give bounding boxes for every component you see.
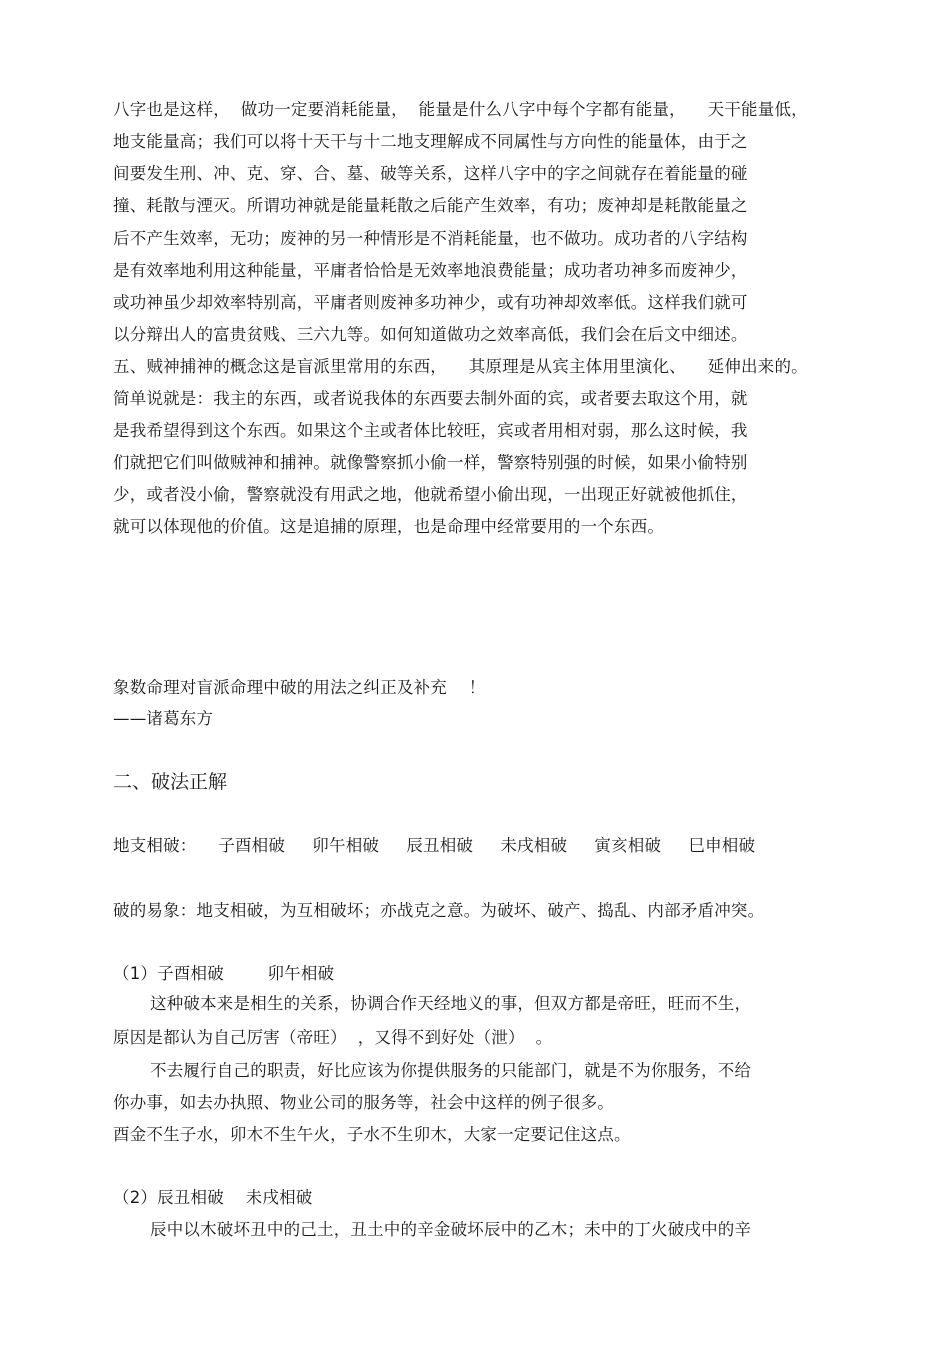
- paragraph-line: 是有效率地利用这种能量，平庸者恰恰是无效率地浪费能量；成功者功神多而废神少，: [113, 261, 748, 280]
- item1-line: 原因是都认为自己厉害（帝旺） ，又得不到好处（泄） 。: [113, 1028, 553, 1047]
- item1-line: 这种破本来是相生的关系，协调合作天经地义的事，但双方都是帝旺，旺而不生，: [150, 994, 752, 1013]
- paragraph-line: 以分辩出人的富贵贫贱、三六九等。如何知道做功之效率高低，我们会在后文中细述。: [113, 325, 748, 344]
- paragraph-line: 是我希望得到这个东西。如果这个主或者体比较旺，宾或者用相对弱，那么这时候，我: [113, 421, 748, 440]
- paragraph-line: 就可以体现他的价值。这是追捕的原理，也是命理中经常要用的一个东西。: [113, 517, 665, 536]
- item1-line: 你办事，如去办执照、物业公司的服务等，社会中这样的例子很多。: [113, 1093, 614, 1112]
- paragraph-line: 简单说就是：我主的东西，或者说我体的东西要去制外面的宾，或者要去取这个用，就: [113, 389, 748, 408]
- dizhi-xiangpo-line: 地支相破： 子酉相破 卯午相破 辰丑相破 未戌相破 寅亥相破 巳申相破: [113, 836, 756, 855]
- paragraph-line: 撞、耗散与湮灭。所谓功神就是能量耗散之后能产生效率，有功；废神却是耗散能量之: [113, 196, 748, 215]
- article-title: 象数命理对盲派命理中破的用法之纠正及补充 ！: [113, 678, 486, 697]
- item2-line: 辰中以木破坏丑中的己土，丑土中的辛金破坏辰中的乙木；未中的丁火破戌中的辛: [150, 1220, 752, 1239]
- item1-line: 酉金不生子水，卯木不生午火，子水不生卯木，大家一定要记住这点。: [113, 1125, 631, 1144]
- po-yixiang-line: 破的易象：地支相破，为互相破坏；亦战克之意。为破坏、破产、捣乱、内部矛盾冲突。: [113, 901, 765, 920]
- paragraph-line: 间要发生刑、冲、克、穿、合、墓、破等关系，这样八字中的字之间就存在着能量的碰: [113, 164, 748, 183]
- paragraph-line: 后不产生效率，无功；废神的另一种情形是不消耗能量，也不做功。成功者的八字结构: [113, 229, 748, 248]
- section-heading: 二、破法正解: [113, 771, 228, 793]
- item2-heading: （2）辰丑相破 未戌相破: [113, 1188, 313, 1207]
- paragraph-line: 五、贼神捕神的概念这是盲派里常用的东西， 其原理是从宾主体用里演化、 延伸出来的。: [113, 357, 808, 376]
- paragraph-line: 们就把它们叫做贼神和捕神。就像警察抓小偷一样，警察特别强的时候，如果小偷特别: [113, 453, 748, 472]
- paragraph-line: 地支能量高；我们可以将十天干与十二地支理解成不同属性与方向性的能量体，由于之: [113, 132, 748, 151]
- paragraph-line: 少，或者没小偷，警察就没有用武之地，他就希望小偷出现，一出现正好就被他抓住，: [113, 485, 748, 504]
- article-author: ——诸葛东方: [113, 709, 214, 728]
- paragraph-line: 或功神虽少却效率特别高，平庸者则废神多功神少，或有功神却效率低。这样我们就可: [113, 293, 748, 312]
- item1-line: 不去履行自己的职责，好比应该为你提供服务的只能部门，就是不为你服务，不给: [150, 1061, 752, 1080]
- paragraph-line: 八字也是这样， 做功一定要消耗能量， 能量是什么八字中每个字都有能量， 天干能量低，: [113, 100, 808, 119]
- item1-heading: （1）子酉相破 卯午相破: [113, 964, 335, 983]
